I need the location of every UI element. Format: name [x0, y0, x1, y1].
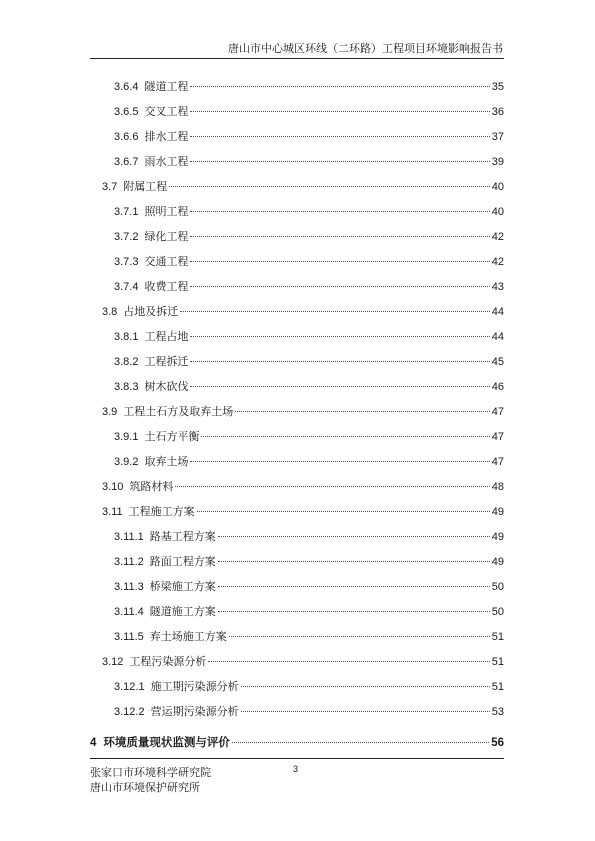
footer-organization-2: 唐山市环境保护研究所 — [90, 781, 200, 794]
toc-leader-dots — [190, 211, 489, 212]
toc-entry[interactable] — [90, 328, 504, 353]
toc-entry-number: 3.7.4 — [114, 281, 139, 293]
toc-leader-dots — [232, 742, 489, 743]
toc-entry-page: 47 — [491, 431, 504, 443]
toc-leader-dots — [190, 136, 489, 137]
toc-entry-title: 树木砍伐 — [144, 380, 189, 393]
toc-entry-title: 施工期污染源分析 — [150, 680, 239, 693]
toc-leader-dots — [190, 336, 489, 337]
toc-entry-number: 3.11.3 — [114, 581, 144, 593]
toc-entry-page: 37 — [491, 131, 504, 143]
toc-entry-page: 50 — [491, 581, 504, 593]
toc-entry-page: 43 — [491, 281, 504, 293]
toc-entry-title: 路面工程方案 — [149, 555, 216, 568]
toc-entry-title: 绿化工程 — [144, 230, 189, 243]
toc-leader-dots — [197, 511, 490, 512]
toc-entry-number: 3.6.7 — [114, 156, 139, 168]
toc-entry-title: 工程污染源分析 — [129, 655, 207, 668]
toc-entry-title: 交通工程 — [144, 255, 189, 268]
toc-entry[interactable] — [90, 553, 504, 578]
toc-entry-number: 3.7.1 — [114, 206, 139, 218]
toc-entry-title: 占地及拆迁 — [123, 305, 179, 318]
toc-leader-dots — [175, 486, 489, 487]
toc-entry-number: 3.7.3 — [114, 256, 139, 268]
toc-entry-page: 42 — [491, 256, 504, 268]
toc-entry-title: 排水工程 — [144, 130, 189, 143]
toc-entry-number: 3.6.4 — [114, 81, 139, 93]
toc-entry-number: 3.11.2 — [114, 556, 144, 568]
toc-entry-page: 47 — [491, 406, 504, 418]
toc-entry-page: 42 — [491, 231, 504, 243]
toc-entry[interactable] — [90, 378, 504, 403]
toc-entry-title: 桥梁施工方案 — [149, 580, 216, 593]
toc-entry-title: 隧道施工方案 — [149, 605, 216, 618]
toc-entry-title: 取弃土场 — [144, 455, 189, 468]
toc-entry-title: 雨水工程 — [144, 155, 189, 168]
table-of-contents — [90, 78, 504, 760]
toc-entry-number: 3.11.4 — [114, 606, 144, 618]
toc-entry-page: 36 — [491, 106, 504, 118]
toc-entry-number: 3.9.2 — [114, 456, 139, 468]
toc-entry-number: 3.11.1 — [114, 531, 144, 543]
toc-entry-number: 3.9 — [102, 406, 118, 418]
toc-entry[interactable] — [90, 528, 504, 553]
toc-entry-title: 附属工程 — [123, 180, 168, 193]
footer-page-number: 3 — [293, 764, 299, 774]
toc-entry-title: 收费工程 — [144, 280, 189, 293]
toc-entry-page: 49 — [491, 531, 504, 543]
toc-leader-dots — [190, 386, 489, 387]
toc-leader-dots — [190, 86, 489, 87]
toc-entry-number: 3.12 — [102, 656, 124, 668]
toc-entry[interactable] — [90, 428, 504, 453]
toc-entry-number: 3.7.2 — [114, 231, 139, 243]
header-title: 唐山市中心城区环线（二环路）工程项目环境影响报告书 — [228, 42, 503, 55]
toc-leader-dots — [180, 311, 489, 312]
footer-divider — [90, 758, 504, 759]
toc-leader-dots — [190, 361, 489, 362]
toc-entry-page: 47 — [491, 456, 504, 468]
toc-entry-page: 45 — [491, 356, 504, 368]
toc-entry[interactable] — [90, 128, 504, 153]
toc-entry-number: 3.6.6 — [114, 131, 139, 143]
toc-leader-dots — [190, 111, 489, 112]
toc-entry-page: 48 — [491, 481, 504, 493]
toc-entry[interactable] — [90, 734, 504, 760]
toc-entry[interactable] — [90, 228, 504, 253]
toc-entry-number: 3.12.2 — [114, 706, 145, 718]
toc-leader-dots — [218, 611, 490, 612]
toc-entry-number: 3.11 — [102, 506, 123, 518]
toc-entry-number: 3.6.5 — [114, 106, 139, 118]
toc-entry[interactable] — [90, 78, 504, 103]
toc-entry-number: 3.8.3 — [114, 381, 139, 393]
toc-entry-title: 筑路材料 — [129, 480, 174, 493]
toc-entry-title: 弃土场施工方案 — [149, 630, 227, 643]
toc-leader-dots — [241, 686, 490, 687]
toc-entry-page: 49 — [491, 506, 504, 518]
toc-entry-number: 3.11.5 — [114, 631, 144, 643]
toc-entry-number: 3.8 — [102, 306, 118, 318]
toc-entry-title: 工程占地 — [144, 330, 189, 343]
toc-leader-dots — [201, 436, 489, 437]
toc-leader-dots — [229, 636, 490, 637]
toc-entry-number: 3.12.1 — [114, 681, 145, 693]
toc-entry-page: 51 — [491, 631, 504, 643]
toc-entry-title: 工程拆迁 — [144, 355, 189, 368]
toc-entry-number: 3.8.1 — [114, 331, 139, 343]
toc-entry[interactable] — [90, 278, 504, 303]
toc-entry[interactable] — [90, 253, 504, 278]
toc-entry-title: 路基工程方案 — [149, 530, 216, 543]
toc-entry-title: 工程施工方案 — [128, 505, 195, 518]
toc-entry-page: 44 — [491, 306, 504, 318]
toc-leader-dots — [190, 236, 489, 237]
toc-entry[interactable] — [90, 303, 504, 328]
toc-entry-number: 3.8.2 — [114, 356, 139, 368]
toc-entry[interactable] — [90, 703, 504, 728]
toc-leader-dots — [241, 711, 490, 712]
toc-leader-dots — [169, 186, 489, 187]
toc-entry-page: 46 — [491, 381, 504, 393]
toc-entry-number: 3.9.1 — [114, 431, 139, 443]
toc-entry[interactable] — [90, 403, 504, 428]
toc-entry-number: 3.10 — [102, 481, 124, 493]
toc-leader-dots — [190, 161, 489, 162]
toc-leader-dots — [218, 536, 490, 537]
toc-entry-page: 49 — [491, 556, 504, 568]
toc-entry-page: 39 — [491, 156, 504, 168]
toc-entry-number: 4 — [90, 737, 97, 749]
toc-entry[interactable] — [90, 178, 504, 203]
toc-leader-dots — [208, 661, 489, 662]
toc-entry[interactable] — [90, 653, 504, 678]
toc-entry[interactable] — [90, 503, 504, 528]
toc-entry-title: 营运期污染源分析 — [150, 705, 239, 718]
footer-organization-1: 张家口市环境科学研究院 — [90, 766, 211, 779]
toc-entry-title: 土石方平衡 — [144, 430, 200, 443]
toc-entry[interactable] — [90, 453, 504, 478]
toc-leader-dots — [190, 261, 489, 262]
toc-entry[interactable] — [90, 603, 504, 628]
toc-entry-page: 53 — [491, 706, 504, 718]
toc-entry[interactable] — [90, 153, 504, 178]
toc-entry-page: 40 — [491, 206, 504, 218]
toc-entry-title: 隧道工程 — [144, 80, 189, 93]
toc-leader-dots — [190, 286, 489, 287]
toc-entry-page: 51 — [491, 681, 504, 693]
toc-entry[interactable] — [90, 203, 504, 228]
toc-entry-title: 交叉工程 — [144, 105, 189, 118]
header-divider — [90, 58, 504, 59]
toc-entry[interactable] — [90, 478, 504, 503]
toc-entry[interactable] — [90, 353, 504, 378]
toc-entry-title: 环境质量现状监测与评价 — [103, 735, 230, 749]
toc-leader-dots — [218, 586, 490, 587]
toc-entry-page: 50 — [491, 606, 504, 618]
toc-entry-title: 照明工程 — [144, 205, 189, 218]
toc-entry-page: 56 — [491, 737, 504, 749]
toc-entry[interactable] — [90, 578, 504, 603]
toc-leader-dots — [235, 411, 489, 412]
toc-entry[interactable] — [90, 103, 504, 128]
toc-entry-number: 3.7 — [102, 181, 118, 193]
toc-entry-page: 35 — [491, 81, 504, 93]
toc-entry-page: 44 — [491, 331, 504, 343]
toc-leader-dots — [190, 461, 489, 462]
toc-leader-dots — [218, 561, 490, 562]
toc-entry-page: 40 — [491, 181, 504, 193]
toc-entry-page: 51 — [491, 656, 504, 668]
toc-entry[interactable] — [90, 678, 504, 703]
toc-entry[interactable] — [90, 628, 504, 653]
toc-entry-title: 工程土石方及取弃土场 — [123, 405, 234, 418]
